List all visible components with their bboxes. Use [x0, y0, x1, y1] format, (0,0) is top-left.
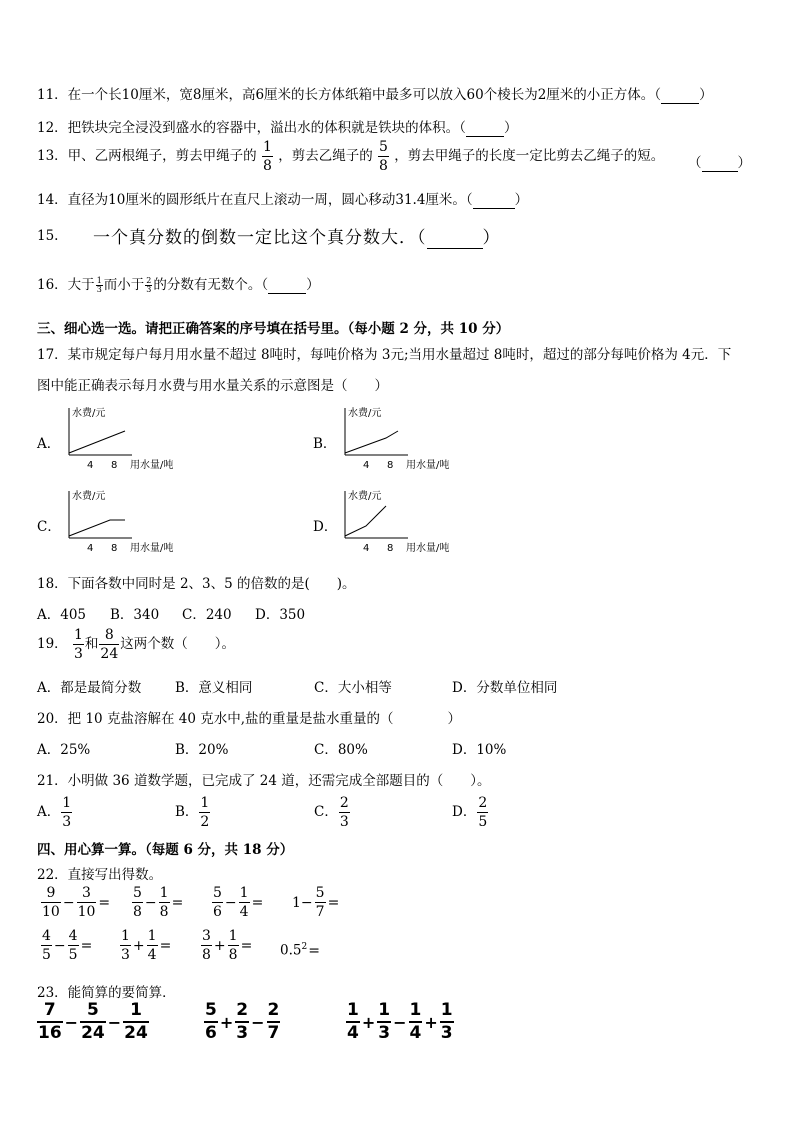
- q15-close: ）: [482, 228, 501, 248]
- q19-rest: 这两个数（ ）。: [120, 636, 235, 652]
- q21-option-c[interactable]: C． $\frac{2}{3}$: [314, 795, 349, 830]
- q18-option-c[interactable]: C．240: [182, 607, 232, 623]
- question-17-line2: 图中能正确表示每月水费与用水量关系的示意图是（ ）: [37, 378, 388, 394]
- section-4-heading: 四、用心算一算。（每题 6 分，共 18 分）: [37, 842, 294, 858]
- question-21: 21．小明做 36 道数学题，已完成了 24 道，还需完成全部题目的（ ）。: [37, 773, 491, 789]
- y-axis-label: 水费/元: [348, 408, 382, 419]
- option-b-label[interactable]: B．: [313, 436, 337, 452]
- x-tick-4: 4: [87, 460, 94, 471]
- question-13: [37, 140, 664, 173]
- q19-number: 19．: [37, 636, 68, 652]
- fraction: $\frac{2}{5}$: [478, 795, 488, 830]
- data-line: [69, 520, 125, 536]
- question-23: 23．能简算的要简算．: [37, 985, 176, 1001]
- q16-part2: 而小于: [103, 277, 145, 293]
- data-line: [69, 431, 125, 453]
- q16-part1: 16．大于: [37, 277, 95, 293]
- q11-text: 11．在一个长10厘米，宽8厘米，高6厘米的长方体纸箱中最多可以放入60个棱长为2厘米的小正方体。（: [37, 87, 662, 103]
- q16-part3: 的分数有无数个。（: [153, 277, 269, 293]
- question-14: [37, 188, 528, 209]
- expression: $\frac{9}{10}$ − $\frac{3}{10}$ =: [42, 885, 111, 920]
- graph-d: [338, 488, 468, 556]
- q18-option-b[interactable]: B．340: [110, 607, 160, 623]
- graph-c: [62, 488, 192, 556]
- answer-blank-16[interactable]: [268, 277, 306, 294]
- option-c-label[interactable]: C．: [37, 519, 61, 535]
- question-20: 20．把 10 克盐溶解在 40 克水中,盐的重量是盐水重量的（ ）: [37, 711, 461, 727]
- x-axis-label: 用水量/吨: [406, 543, 450, 554]
- fraction: $\frac{2}{3}$: [146, 276, 152, 294]
- q19-option-d[interactable]: D．分数单位相同: [452, 680, 558, 696]
- question-22: 22．直接写出得数。: [37, 867, 163, 883]
- question-11: [37, 83, 713, 104]
- fraction: $\frac{1}{3}$: [62, 795, 72, 830]
- answer-blank-14[interactable]: [473, 192, 515, 209]
- option-d-label[interactable]: D．: [313, 519, 338, 535]
- expression: $\frac{5}{6}$ − $\frac{1}{4}$ =: [213, 885, 264, 920]
- fraction: $\frac{2}{3}$: [339, 795, 349, 830]
- q20-option-d[interactable]: D．10%: [452, 742, 507, 758]
- q12-text: 12．把铁块完全浸没到盛水的容器中，溢出水的体积就是铁块的体积。（: [37, 120, 466, 136]
- graph-a: [62, 405, 192, 473]
- x-tick-8: 8: [111, 460, 118, 471]
- question-15-number: 15.: [37, 228, 59, 244]
- x-tick-4: 4: [363, 460, 370, 471]
- expression: $\frac{7}{16}$ − $\frac{5}{24}$ − $\frac{1}{24}$: [38, 1000, 148, 1043]
- x-tick-8: 8: [387, 543, 394, 554]
- q13-answer: （ ）: [688, 155, 751, 171]
- expression: $\frac{3}{8}$ + $\frac{1}{8}$ =: [202, 928, 253, 963]
- q20-option-a[interactable]: A．25%: [37, 742, 91, 758]
- section-3-heading: 三、细心选一选。请把正确答案的序号填在括号里。（每小题 2 分，共 10 分）: [37, 321, 510, 337]
- q20-option-c[interactable]: C．80%: [314, 742, 368, 758]
- q14-text: 14．直径为10厘米的圆形纸片在直尺上滚动一周，圆心移动31.4厘米。（: [37, 192, 473, 208]
- y-axis-label: 水费/元: [348, 491, 382, 502]
- q12-close: ）: [503, 120, 518, 136]
- x-axis-label: 用水量/吨: [130, 543, 174, 554]
- q21-option-d[interactable]: D． $\frac{2}{5}$: [452, 795, 488, 830]
- q21-option-a[interactable]: A． $\frac{1}{3}$: [37, 795, 72, 830]
- question-18: 18．下面各数中同时是 2、3、5 的倍数的是( )。: [37, 576, 356, 592]
- graph-b: [338, 405, 468, 473]
- data-line: [345, 431, 398, 453]
- x-tick-8: 8: [387, 460, 394, 471]
- answer-blank-13[interactable]: [702, 155, 738, 172]
- expression: 1− $\frac{5}{7}$ =: [292, 885, 340, 920]
- q14-close: ）: [514, 192, 529, 208]
- fraction: $\frac{1}{8}$: [262, 139, 272, 174]
- q20-option-b[interactable]: B．20%: [175, 742, 229, 758]
- x-tick-4: 4: [87, 543, 94, 554]
- fraction: $\frac{1}{3}$: [73, 627, 83, 662]
- fraction: $\frac{5}{8}$: [379, 139, 388, 174]
- x-tick-4: 4: [363, 543, 370, 554]
- answer-blank-11[interactable]: [661, 87, 699, 104]
- question-16: 16．大于 $\frac{1}{3}$ 而小于 $\frac{2}{3}$ 的分数有无数个。（ ）: [37, 276, 320, 294]
- q18-option-a[interactable]: A．405: [37, 607, 87, 623]
- q13-part3: ，剪去甲绳子的长度一定比剪去乙绳子的短。: [394, 148, 665, 164]
- q19-option-a[interactable]: A．都是最简分数: [37, 680, 142, 696]
- q19-and: 和: [84, 636, 99, 652]
- q15-text: 一个真分数的倒数一定比这个真分数大．（: [93, 228, 427, 248]
- option-a-label[interactable]: A．: [37, 436, 61, 452]
- q11-close: ）: [699, 87, 713, 103]
- question-17-line1: 17．某市规定每户每月用水量不超过 8吨时，每吨价格为 3元;当用水量超过 8吨时，超过的部分每吨价格为 4元．下: [37, 347, 732, 363]
- q19-option-b[interactable]: B．意义相同: [175, 680, 253, 696]
- data-line: [345, 506, 386, 536]
- q13-part1: 13．甲、乙两根绳子，剪去甲绳子的: [37, 148, 257, 164]
- fraction: $\frac{1}{2}$: [200, 795, 210, 830]
- x-axis-label: 用水量/吨: [406, 460, 450, 471]
- answer-blank-15[interactable]: [427, 228, 483, 249]
- question-12: [37, 116, 517, 137]
- x-axis-label: 用水量/吨: [130, 460, 174, 471]
- y-axis-label: 水费/元: [72, 491, 106, 502]
- expression: $\frac{5}{6}$ + $\frac{2}{3}$ − $\frac{2}{7}$: [205, 1000, 280, 1043]
- expression: $0.5^2=$: [280, 942, 320, 959]
- y-axis-label: 水费/元: [72, 408, 106, 419]
- question-15: [93, 223, 501, 249]
- x-tick-8: 8: [111, 543, 118, 554]
- expression: $\frac{1}{4}$ + $\frac{1}{3}$ − $\frac{1}{4}$ + $\frac{1}{3}$: [347, 1000, 453, 1043]
- expression: $\frac{5}{8}$ − $\frac{1}{8}$ =: [133, 885, 184, 920]
- fraction: $\frac{8}{24}$: [100, 627, 119, 662]
- q21-option-b[interactable]: B． $\frac{1}{2}$: [175, 795, 210, 830]
- q18-option-d[interactable]: D．350: [255, 607, 306, 623]
- q19-option-c[interactable]: C．大小相等: [314, 680, 392, 696]
- expression: $\frac{1}{3}$ + $\frac{1}{4}$ =: [121, 928, 172, 963]
- expression: $\frac{4}{5}$ − $\frac{4}{5}$ =: [42, 928, 93, 963]
- fraction: $\frac{1}{3}$: [96, 276, 102, 294]
- answer-blank-12[interactable]: [466, 120, 504, 137]
- question-19: [37, 628, 235, 661]
- q13-part2: ，剪去乙绳子的: [278, 148, 373, 164]
